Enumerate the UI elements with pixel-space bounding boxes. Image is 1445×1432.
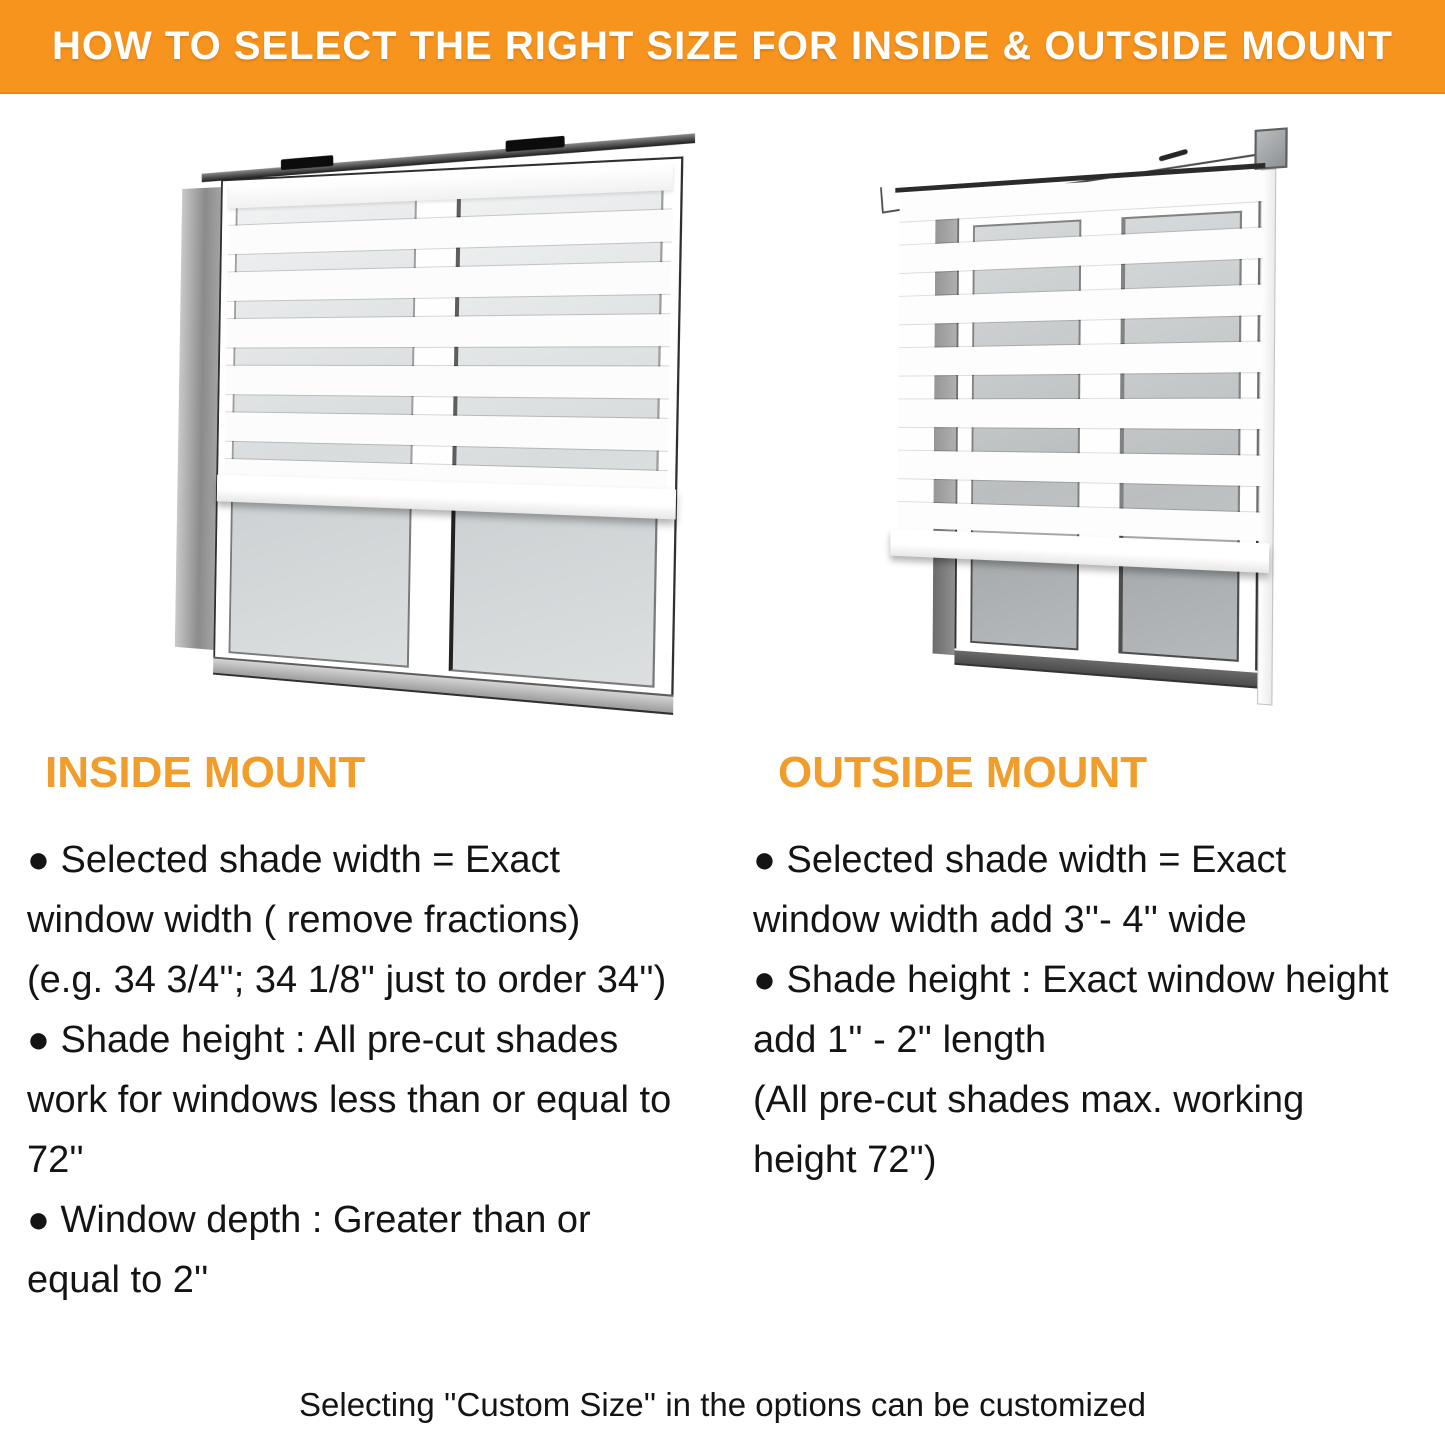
spec-line: add 1'' - 2'' length <box>753 1019 1047 1061</box>
wall-screw <box>1158 149 1188 162</box>
zebra-stripes <box>224 190 672 491</box>
spec-line: height 72'') <box>753 1139 937 1181</box>
spec-line: (e.g. 34 3/4''; 34 1/8'' just to order 34'') <box>27 959 667 1001</box>
window-frame <box>213 156 683 715</box>
inside-mount-heading: INSIDE MOUNT <box>45 748 366 797</box>
spec-line: work for windows less than or equal to <box>27 1079 672 1121</box>
spec-line: window width ( remove fractions) <box>27 899 581 941</box>
spec-line: (All pre-cut shades max. working <box>753 1079 1305 1121</box>
spec-line: ● Shade height : All pre-cut shades <box>27 1019 619 1061</box>
spec-line: ● Selected shade width = Exact <box>27 839 561 881</box>
outside-mount-scene <box>879 112 1290 752</box>
footer-note: Selecting ''Custom Size'' in the options can be customized <box>299 1386 1146 1423</box>
spec-line: ● Window depth : Greater than or <box>27 1199 591 1241</box>
inside-mount-scene <box>171 130 689 730</box>
inside-mount-illustration <box>156 146 668 706</box>
zebra-stripes <box>898 170 1264 541</box>
outside-mount-specs <box>753 830 1433 1190</box>
banner <box>0 0 1445 94</box>
outside-mount-illustration <box>866 130 1278 732</box>
spec-line: ● Selected shade width = Exact <box>753 839 1287 881</box>
zebra-shade <box>224 164 673 518</box>
mounting-clip <box>281 155 333 170</box>
mounting-clip <box>506 136 565 152</box>
spec-line: window width add 3''- 4'' wide <box>753 899 1247 941</box>
outside-mount-heading: OUTSIDE MOUNT <box>778 748 1148 797</box>
spec-line: equal to 2'' <box>27 1259 209 1301</box>
inside-mount-specs <box>27 830 712 1310</box>
spec-line: 72'' <box>27 1139 84 1181</box>
zebra-shade <box>897 163 1263 573</box>
spec-line: ● Shade height : Exact window height <box>753 959 1389 1001</box>
banner-title: HOW TO SELECT THE RIGHT SIZE FOR INSIDE & OUTSIDE MOUNT <box>52 23 1393 68</box>
